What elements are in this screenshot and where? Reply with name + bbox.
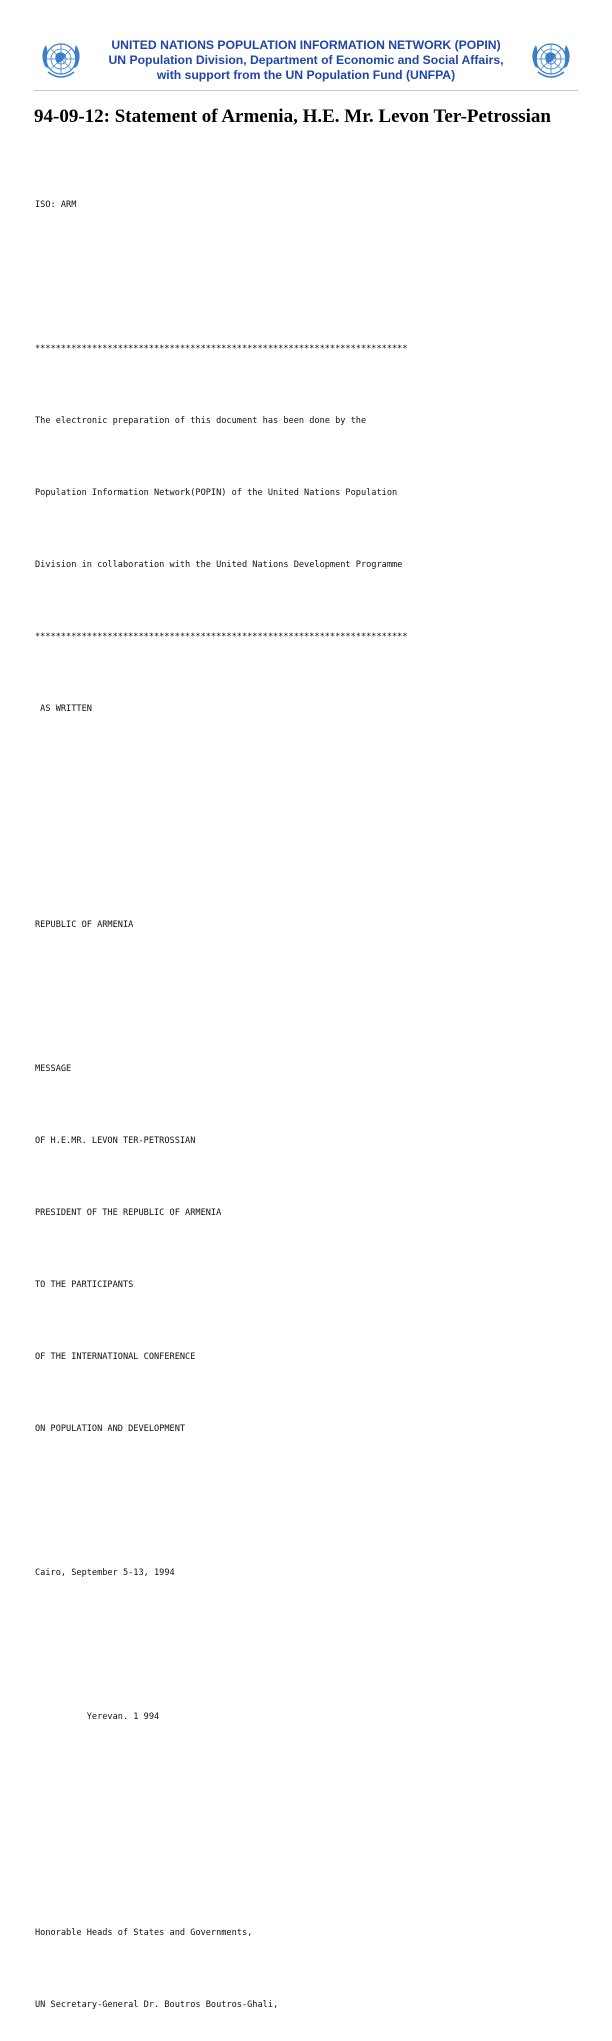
blank-line <box>35 985 595 1009</box>
message-heading-line: ON POPULATION AND DEVELOPMENT <box>35 1424 186 1434</box>
separator-stars: ************************************************************************ <box>35 632 408 642</box>
un-emblem-icon <box>526 36 576 86</box>
preparation-note-line: Population Information Network(POPIN) of the United Nations Population <box>35 488 398 498</box>
page-title: 94-09-12: Statement of Armenia, H.E. Mr. Levon Ter-Petrossian <box>34 106 551 127</box>
document-body <box>35 145 595 2041</box>
blank-line <box>35 1849 595 1873</box>
message-heading-line: OF H.E.MR. LEVON TER-PETROSSIAN <box>35 1136 196 1146</box>
message-heading-line: TO THE PARTICIPANTS <box>35 1280 134 1290</box>
header-divider <box>34 90 578 91</box>
place-date: Yerevan. 1 994 <box>35 1712 160 1722</box>
separator-stars: ************************************************************************ <box>35 344 408 354</box>
as-written-note: AS WRITTEN <box>35 704 92 714</box>
header-line-1: UNITED NATIONS POPULATION INFORMATION NETWORK (POPIN) <box>111 38 501 52</box>
preparation-note-line: Division in collaboration with the United Nations Development Programme <box>35 560 403 570</box>
salutation-line: Honorable Heads of States and Governments, <box>35 1928 253 1938</box>
blank-line <box>35 841 595 865</box>
header-line-2: UN Population Division, Department of Economic and Social Affairs, <box>108 53 504 67</box>
header-line-3: with support from the UN Population Fund (UNFPA) <box>156 68 456 82</box>
conference-dates: Cairo, September 5-13, 1994 <box>35 1568 175 1578</box>
message-heading: MESSAGE <box>35 1064 72 1074</box>
blank-line <box>35 769 595 793</box>
message-heading-line: OF THE INTERNATIONAL CONFERENCE <box>35 1352 196 1362</box>
popin-header <box>0 0 612 96</box>
header-text <box>90 38 522 83</box>
blank-line <box>35 1489 595 1513</box>
salutation-line: UN Secretary-General Dr. Boutros Boutros-Ghali, <box>35 2000 279 2010</box>
country-heading: REPUBLIC OF ARMENIA <box>35 920 134 930</box>
blank-line <box>35 1777 595 1801</box>
blank-line <box>35 265 595 289</box>
un-emblem-icon <box>36 36 86 86</box>
blank-line <box>35 1633 595 1657</box>
iso-code: ISO: ARM <box>35 200 77 210</box>
preparation-note-line: The electronic preparation of this document has been done by the <box>35 416 367 426</box>
message-heading-line: PRESIDENT OF THE REPUBLIC OF ARMENIA <box>35 1208 222 1218</box>
